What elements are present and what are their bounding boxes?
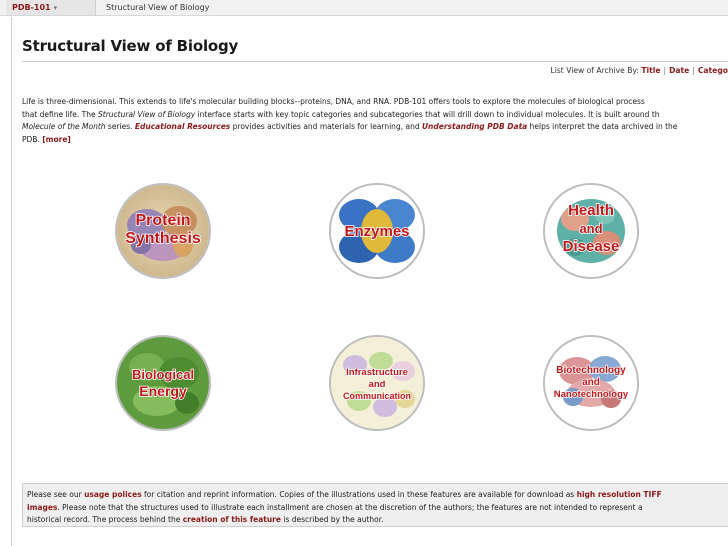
category-label-line2: and: [368, 379, 386, 390]
title-divider: [22, 61, 728, 62]
list-view-label: List View of Archive By:: [550, 66, 639, 75]
intro-paragraph: [22, 96, 728, 146]
tab-pdb101[interactable]: [6, 0, 96, 15]
category-enzymes[interactable]: [329, 183, 425, 279]
footer-plain-text: is described by the author.: [280, 515, 384, 524]
footer-plain-text: historical record. The process behind the: [27, 515, 183, 524]
chevron-down-icon: ▾: [53, 4, 58, 12]
usage-policies-link[interactable]: usage polices: [84, 490, 142, 499]
category-label-line1: Enzymes: [344, 223, 410, 240]
enzymes-image: [331, 185, 423, 277]
protein-synthesis-image: [117, 185, 209, 277]
list-view-category-link[interactable]: Catego: [697, 66, 728, 75]
footer-plain-text: . Please note that the structures used to illustrate each installment are chosen at the discretion of the authors; the features are not intended to represent a: [57, 502, 643, 512]
footer-line-2: [27, 502, 662, 515]
infrastructure-and-communication-image: [331, 337, 423, 429]
footer-plain-text: for citation and reprint information. Copies of the illustrations used in these features are available for download as: [141, 490, 577, 499]
category-label-line1: Biotechnology: [556, 365, 626, 376]
intro-line-4: [22, 134, 728, 147]
category-label-line1: Protein: [135, 212, 191, 229]
intro-text: provides activities and materials for learning, and: [230, 122, 422, 131]
footer-line-3: [27, 514, 662, 527]
category-label-line1: Infrastructure: [346, 367, 408, 378]
educational-resources-link[interactable]: Educational Resources: [134, 122, 231, 131]
high-resolution-tiff-link[interactable]: high resolution TIFF: [576, 490, 662, 499]
intro-text: helps interpret the data archived in the: [527, 122, 678, 131]
intro-line-3: [22, 121, 728, 134]
footer-line-1: [27, 489, 662, 502]
category-label-line2: Synthesis: [125, 230, 201, 247]
list-view-date-link[interactable]: Date: [669, 66, 690, 75]
footer-plain-text: Please see our: [27, 490, 85, 499]
list-view-nav: List View of Archive By: Title | Date | Catego: [550, 66, 728, 75]
creation-of-this-feature-link[interactable]: creation of this feature: [182, 515, 281, 524]
intro-text: interface starts with key topic categories and subcategories that will drill down to individual molecules. It is built around th: [195, 109, 660, 119]
category-label-line1: Biological: [131, 367, 195, 382]
understanding-pdb-data-link[interactable]: Understanding PDB Data: [421, 122, 528, 131]
intro-italic-motm: Molecule of the Month: [22, 122, 106, 131]
category-label-line3: Nanotechnology: [553, 389, 629, 400]
list-view-title-link[interactable]: Title: [641, 66, 661, 75]
top-tab-bar: [0, 0, 728, 16]
biotechnology-and-nanotechnology-image: [545, 337, 637, 429]
intro-text: series.: [105, 122, 135, 131]
intro-text: PDB.: [22, 134, 43, 144]
category-label-line2: and: [582, 377, 600, 388]
category-label-line1: Health: [568, 202, 614, 219]
frame-divider: [11, 17, 12, 546]
category-biotechnology-and-nanotechnology[interactable]: [543, 335, 639, 431]
intro-line-1: Life is three-dimensional. This extends to life's molecular building blocks--proteins, DNA, and RNA. PDB-101 offers tools to explore the molecules of biological process: [22, 97, 645, 106]
intro-italic-svb: Structural View of Biology: [98, 109, 196, 119]
category-protein-synthesis[interactable]: [115, 183, 211, 279]
more-link[interactable]: [more]: [42, 134, 71, 144]
tab-pdb101-label: PDB-101: [12, 3, 51, 12]
biological-energy-image: [117, 337, 209, 429]
footer-text: [27, 489, 662, 527]
health-and-disease-image: [545, 185, 637, 277]
page-title: Structural View of Biology: [22, 37, 239, 55]
category-infrastructure-and-communication[interactable]: [329, 335, 425, 431]
intro-line-2: [22, 109, 728, 122]
category-label-line3: Disease: [562, 238, 620, 255]
tab-structural-view[interactable]: Structural View of Biology: [106, 3, 210, 12]
category-biological-energy[interactable]: [115, 335, 211, 431]
category-label-line2: and: [579, 221, 603, 236]
category-health-and-disease[interactable]: [543, 183, 639, 279]
category-label-line2: Energy: [139, 383, 187, 399]
images-link[interactable]: images: [27, 502, 58, 512]
intro-text: that define life. The: [22, 109, 98, 119]
footer-notice: [22, 483, 728, 527]
category-label-line3: Communication: [342, 391, 412, 401]
